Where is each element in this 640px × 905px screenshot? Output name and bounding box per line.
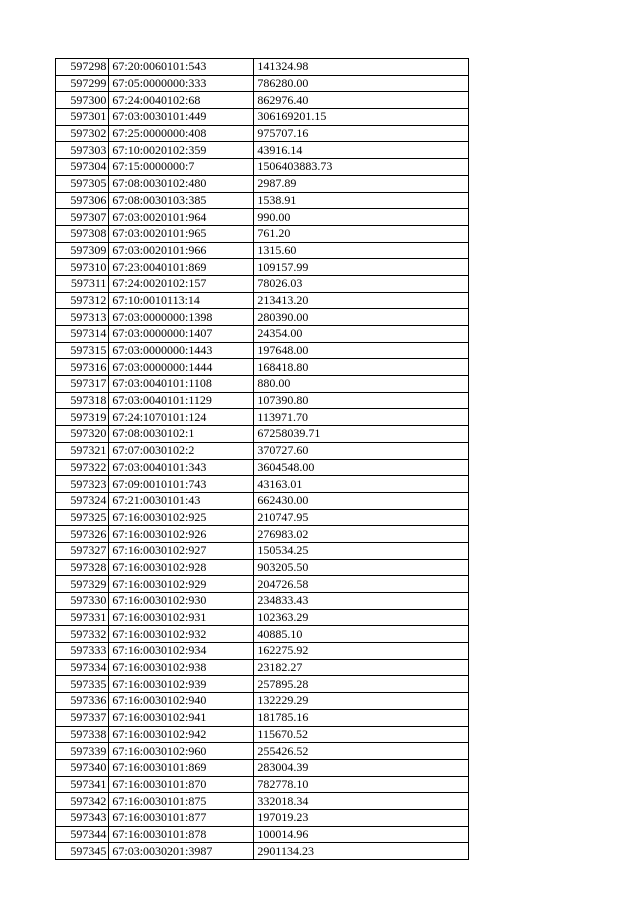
row-id-cell: 597313 [56, 309, 109, 326]
data-table [55, 58, 469, 860]
row-id-cell: 597309 [56, 242, 109, 259]
cadastral-number-cell: 67:24:0020102:157 [109, 275, 254, 292]
cadastral-number-cell: 67:16:0030102:926 [109, 526, 254, 543]
table-row [56, 426, 469, 443]
table-row [56, 576, 469, 593]
table-row [56, 292, 469, 309]
row-id-cell: 597330 [56, 593, 109, 610]
amount-cell: 40885.10 [254, 626, 469, 643]
amount-cell: 786280.00 [254, 75, 469, 92]
amount-cell: 234833.43 [254, 593, 469, 610]
row-id-cell: 597316 [56, 359, 109, 376]
row-id-cell: 597298 [56, 59, 109, 76]
table-row [56, 209, 469, 226]
cadastral-number-cell: 67:16:0030102:942 [109, 726, 254, 743]
table-row [56, 142, 469, 159]
amount-cell: 141324.98 [254, 59, 469, 76]
row-id-cell: 597322 [56, 459, 109, 476]
row-id-cell: 597333 [56, 643, 109, 660]
row-id-cell: 597326 [56, 526, 109, 543]
cadastral-number-cell: 67:03:0000000:1444 [109, 359, 254, 376]
table-row [56, 442, 469, 459]
table-row [56, 309, 469, 326]
cadastral-number-cell: 67:25:0000000:408 [109, 125, 254, 142]
table-row [56, 676, 469, 693]
cadastral-number-cell: 67:21:0030101:43 [109, 492, 254, 509]
table-row [56, 809, 469, 826]
cadastral-number-cell: 67:03:0000000:1443 [109, 342, 254, 359]
amount-cell: 255426.52 [254, 743, 469, 760]
amount-cell: 990.00 [254, 209, 469, 226]
cadastral-number-cell: 67:08:0030103:385 [109, 192, 254, 209]
cadastral-number-cell: 67:03:0000000:1398 [109, 309, 254, 326]
amount-cell: 257895.28 [254, 676, 469, 693]
row-id-cell: 597306 [56, 192, 109, 209]
table-row [56, 626, 469, 643]
table-row [56, 125, 469, 142]
amount-cell: 210747.95 [254, 509, 469, 526]
cadastral-number-cell: 67:16:0030102:931 [109, 609, 254, 626]
cadastral-number-cell: 67:16:0030101:875 [109, 793, 254, 810]
cadastral-number-cell: 67:03:0020101:965 [109, 225, 254, 242]
cadastral-number-cell: 67:16:0030102:960 [109, 743, 254, 760]
table-row [56, 459, 469, 476]
table-row [56, 242, 469, 259]
row-id-cell: 597345 [56, 843, 109, 860]
amount-cell: 150534.25 [254, 542, 469, 559]
table-row [56, 109, 469, 126]
row-id-cell: 597314 [56, 326, 109, 343]
table-row [56, 92, 469, 109]
cadastral-number-cell: 67:09:0010101:743 [109, 476, 254, 493]
amount-cell: 306169201.15 [254, 109, 469, 126]
table-row [56, 326, 469, 343]
row-id-cell: 597304 [56, 159, 109, 176]
table-row [56, 526, 469, 543]
row-id-cell: 597341 [56, 776, 109, 793]
row-id-cell: 597336 [56, 693, 109, 710]
amount-cell: 370727.60 [254, 442, 469, 459]
row-id-cell: 597307 [56, 209, 109, 226]
row-id-cell: 597305 [56, 175, 109, 192]
amount-cell: 168418.80 [254, 359, 469, 376]
amount-cell: 332018.34 [254, 793, 469, 810]
table-row [56, 709, 469, 726]
amount-cell: 115670.52 [254, 726, 469, 743]
amount-cell: 903205.50 [254, 559, 469, 576]
amount-cell: 280390.00 [254, 309, 469, 326]
amount-cell: 3604548.00 [254, 459, 469, 476]
cadastral-number-cell: 67:08:0030102:1 [109, 426, 254, 443]
cadastral-number-cell: 67:07:0030102:2 [109, 442, 254, 459]
table-row [56, 609, 469, 626]
row-id-cell: 597344 [56, 826, 109, 843]
cadastral-number-cell: 67:03:0020101:964 [109, 209, 254, 226]
amount-cell: 162275.92 [254, 643, 469, 660]
row-id-cell: 597301 [56, 109, 109, 126]
cadastral-number-cell: 67:16:0030101:869 [109, 759, 254, 776]
amount-cell: 862976.40 [254, 92, 469, 109]
table-row [56, 759, 469, 776]
row-id-cell: 597318 [56, 392, 109, 409]
table-row [56, 225, 469, 242]
amount-cell: 197648.00 [254, 342, 469, 359]
amount-cell: 204726.58 [254, 576, 469, 593]
table-row [56, 542, 469, 559]
cadastral-number-cell: 67:03:0040101:1129 [109, 392, 254, 409]
amount-cell: 43163.01 [254, 476, 469, 493]
row-id-cell: 597335 [56, 676, 109, 693]
table-row [56, 659, 469, 676]
cadastral-number-cell: 67:16:0030102:927 [109, 542, 254, 559]
row-id-cell: 597319 [56, 409, 109, 426]
row-id-cell: 597329 [56, 576, 109, 593]
row-id-cell: 597328 [56, 559, 109, 576]
table-row [56, 376, 469, 393]
cadastral-number-cell: 67:16:0030101:877 [109, 809, 254, 826]
row-id-cell: 597315 [56, 342, 109, 359]
row-id-cell: 597299 [56, 75, 109, 92]
row-id-cell: 597303 [56, 142, 109, 159]
row-id-cell: 597317 [56, 376, 109, 393]
amount-cell: 109157.99 [254, 259, 469, 276]
cadastral-number-cell: 67:03:0030201:3987 [109, 843, 254, 860]
cadastral-number-cell: 67:03:0000000:1407 [109, 326, 254, 343]
amount-cell: 1506403883.73 [254, 159, 469, 176]
row-id-cell: 597331 [56, 609, 109, 626]
cadastral-number-cell: 67:03:0020101:966 [109, 242, 254, 259]
amount-cell: 1315.60 [254, 242, 469, 259]
cadastral-number-cell: 67:16:0030102:939 [109, 676, 254, 693]
amount-cell: 283004.39 [254, 759, 469, 776]
row-id-cell: 597342 [56, 793, 109, 810]
amount-cell: 197019.23 [254, 809, 469, 826]
cadastral-number-cell: 67:03:0030101:449 [109, 109, 254, 126]
cadastral-number-cell: 67:16:0030101:878 [109, 826, 254, 843]
row-id-cell: 597337 [56, 709, 109, 726]
table-row [56, 793, 469, 810]
cadastral-number-cell: 67:03:0040101:343 [109, 459, 254, 476]
row-id-cell: 597327 [56, 542, 109, 559]
table-row [56, 826, 469, 843]
cadastral-number-cell: 67:16:0030102:932 [109, 626, 254, 643]
cadastral-number-cell: 67:16:0030102:938 [109, 659, 254, 676]
amount-cell: 100014.96 [254, 826, 469, 843]
row-id-cell: 597310 [56, 259, 109, 276]
cadastral-number-cell: 67:16:0030102:925 [109, 509, 254, 526]
amount-cell: 761.20 [254, 225, 469, 242]
cadastral-number-cell: 67:16:0030102:929 [109, 576, 254, 593]
cadastral-number-cell: 67:10:0020102:359 [109, 142, 254, 159]
cadastral-number-cell: 67:24:1070101:124 [109, 409, 254, 426]
row-id-cell: 597321 [56, 442, 109, 459]
table-row [56, 75, 469, 92]
cadastral-number-cell: 67:16:0030102:930 [109, 593, 254, 610]
row-id-cell: 597340 [56, 759, 109, 776]
amount-cell: 107390.80 [254, 392, 469, 409]
cadastral-number-cell: 67:16:0030101:870 [109, 776, 254, 793]
cadastral-number-cell: 67:20:0060101:543 [109, 59, 254, 76]
row-id-cell: 597324 [56, 492, 109, 509]
table-row [56, 476, 469, 493]
table-row [56, 392, 469, 409]
row-id-cell: 597323 [56, 476, 109, 493]
cadastral-number-cell: 67:24:0040102:68 [109, 92, 254, 109]
table-row [56, 492, 469, 509]
cadastral-number-cell: 67:10:0010113:14 [109, 292, 254, 309]
amount-cell: 975707.16 [254, 125, 469, 142]
cadastral-number-cell: 67:16:0030102:940 [109, 693, 254, 710]
amount-cell: 880.00 [254, 376, 469, 393]
cadastral-number-cell: 67:16:0030102:934 [109, 643, 254, 660]
amount-cell: 662430.00 [254, 492, 469, 509]
table-row [56, 342, 469, 359]
amount-cell: 181785.16 [254, 709, 469, 726]
table-row [56, 192, 469, 209]
table-row [56, 409, 469, 426]
table-body [56, 59, 469, 860]
row-id-cell: 597332 [56, 626, 109, 643]
amount-cell: 132229.29 [254, 693, 469, 710]
table-row [56, 259, 469, 276]
row-id-cell: 597308 [56, 225, 109, 242]
amount-cell: 782778.10 [254, 776, 469, 793]
table-row [56, 359, 469, 376]
amount-cell: 276983.02 [254, 526, 469, 543]
amount-cell: 2901134.23 [254, 843, 469, 860]
amount-cell: 102363.29 [254, 609, 469, 626]
cadastral-number-cell: 67:23:0040101:869 [109, 259, 254, 276]
table-row [56, 743, 469, 760]
table-row [56, 843, 469, 860]
table-row [56, 726, 469, 743]
table-row [56, 275, 469, 292]
row-id-cell: 597312 [56, 292, 109, 309]
cadastral-number-cell: 67:16:0030102:941 [109, 709, 254, 726]
row-id-cell: 597300 [56, 92, 109, 109]
amount-cell: 213413.20 [254, 292, 469, 309]
amount-cell: 67258039.71 [254, 426, 469, 443]
row-id-cell: 597302 [56, 125, 109, 142]
row-id-cell: 597320 [56, 426, 109, 443]
table-row [56, 643, 469, 660]
cadastral-number-cell: 67:03:0040101:1108 [109, 376, 254, 393]
cadastral-number-cell: 67:15:0000000:7 [109, 159, 254, 176]
amount-cell: 2987.89 [254, 175, 469, 192]
row-id-cell: 597343 [56, 809, 109, 826]
amount-cell: 78026.03 [254, 275, 469, 292]
row-id-cell: 597325 [56, 509, 109, 526]
table-row [56, 593, 469, 610]
table-row [56, 159, 469, 176]
cadastral-number-cell: 67:05:0000000:333 [109, 75, 254, 92]
amount-cell: 43916.14 [254, 142, 469, 159]
cadastral-number-cell: 67:16:0030102:928 [109, 559, 254, 576]
amount-cell: 24354.00 [254, 326, 469, 343]
row-id-cell: 597311 [56, 275, 109, 292]
table-row [56, 776, 469, 793]
table-row [56, 509, 469, 526]
table-row [56, 59, 469, 76]
amount-cell: 1538.91 [254, 192, 469, 209]
row-id-cell: 597334 [56, 659, 109, 676]
table-row [56, 175, 469, 192]
amount-cell: 23182.27 [254, 659, 469, 676]
cadastral-number-cell: 67:08:0030102:480 [109, 175, 254, 192]
row-id-cell: 597339 [56, 743, 109, 760]
table-row [56, 693, 469, 710]
row-id-cell: 597338 [56, 726, 109, 743]
table-row [56, 559, 469, 576]
amount-cell: 113971.70 [254, 409, 469, 426]
